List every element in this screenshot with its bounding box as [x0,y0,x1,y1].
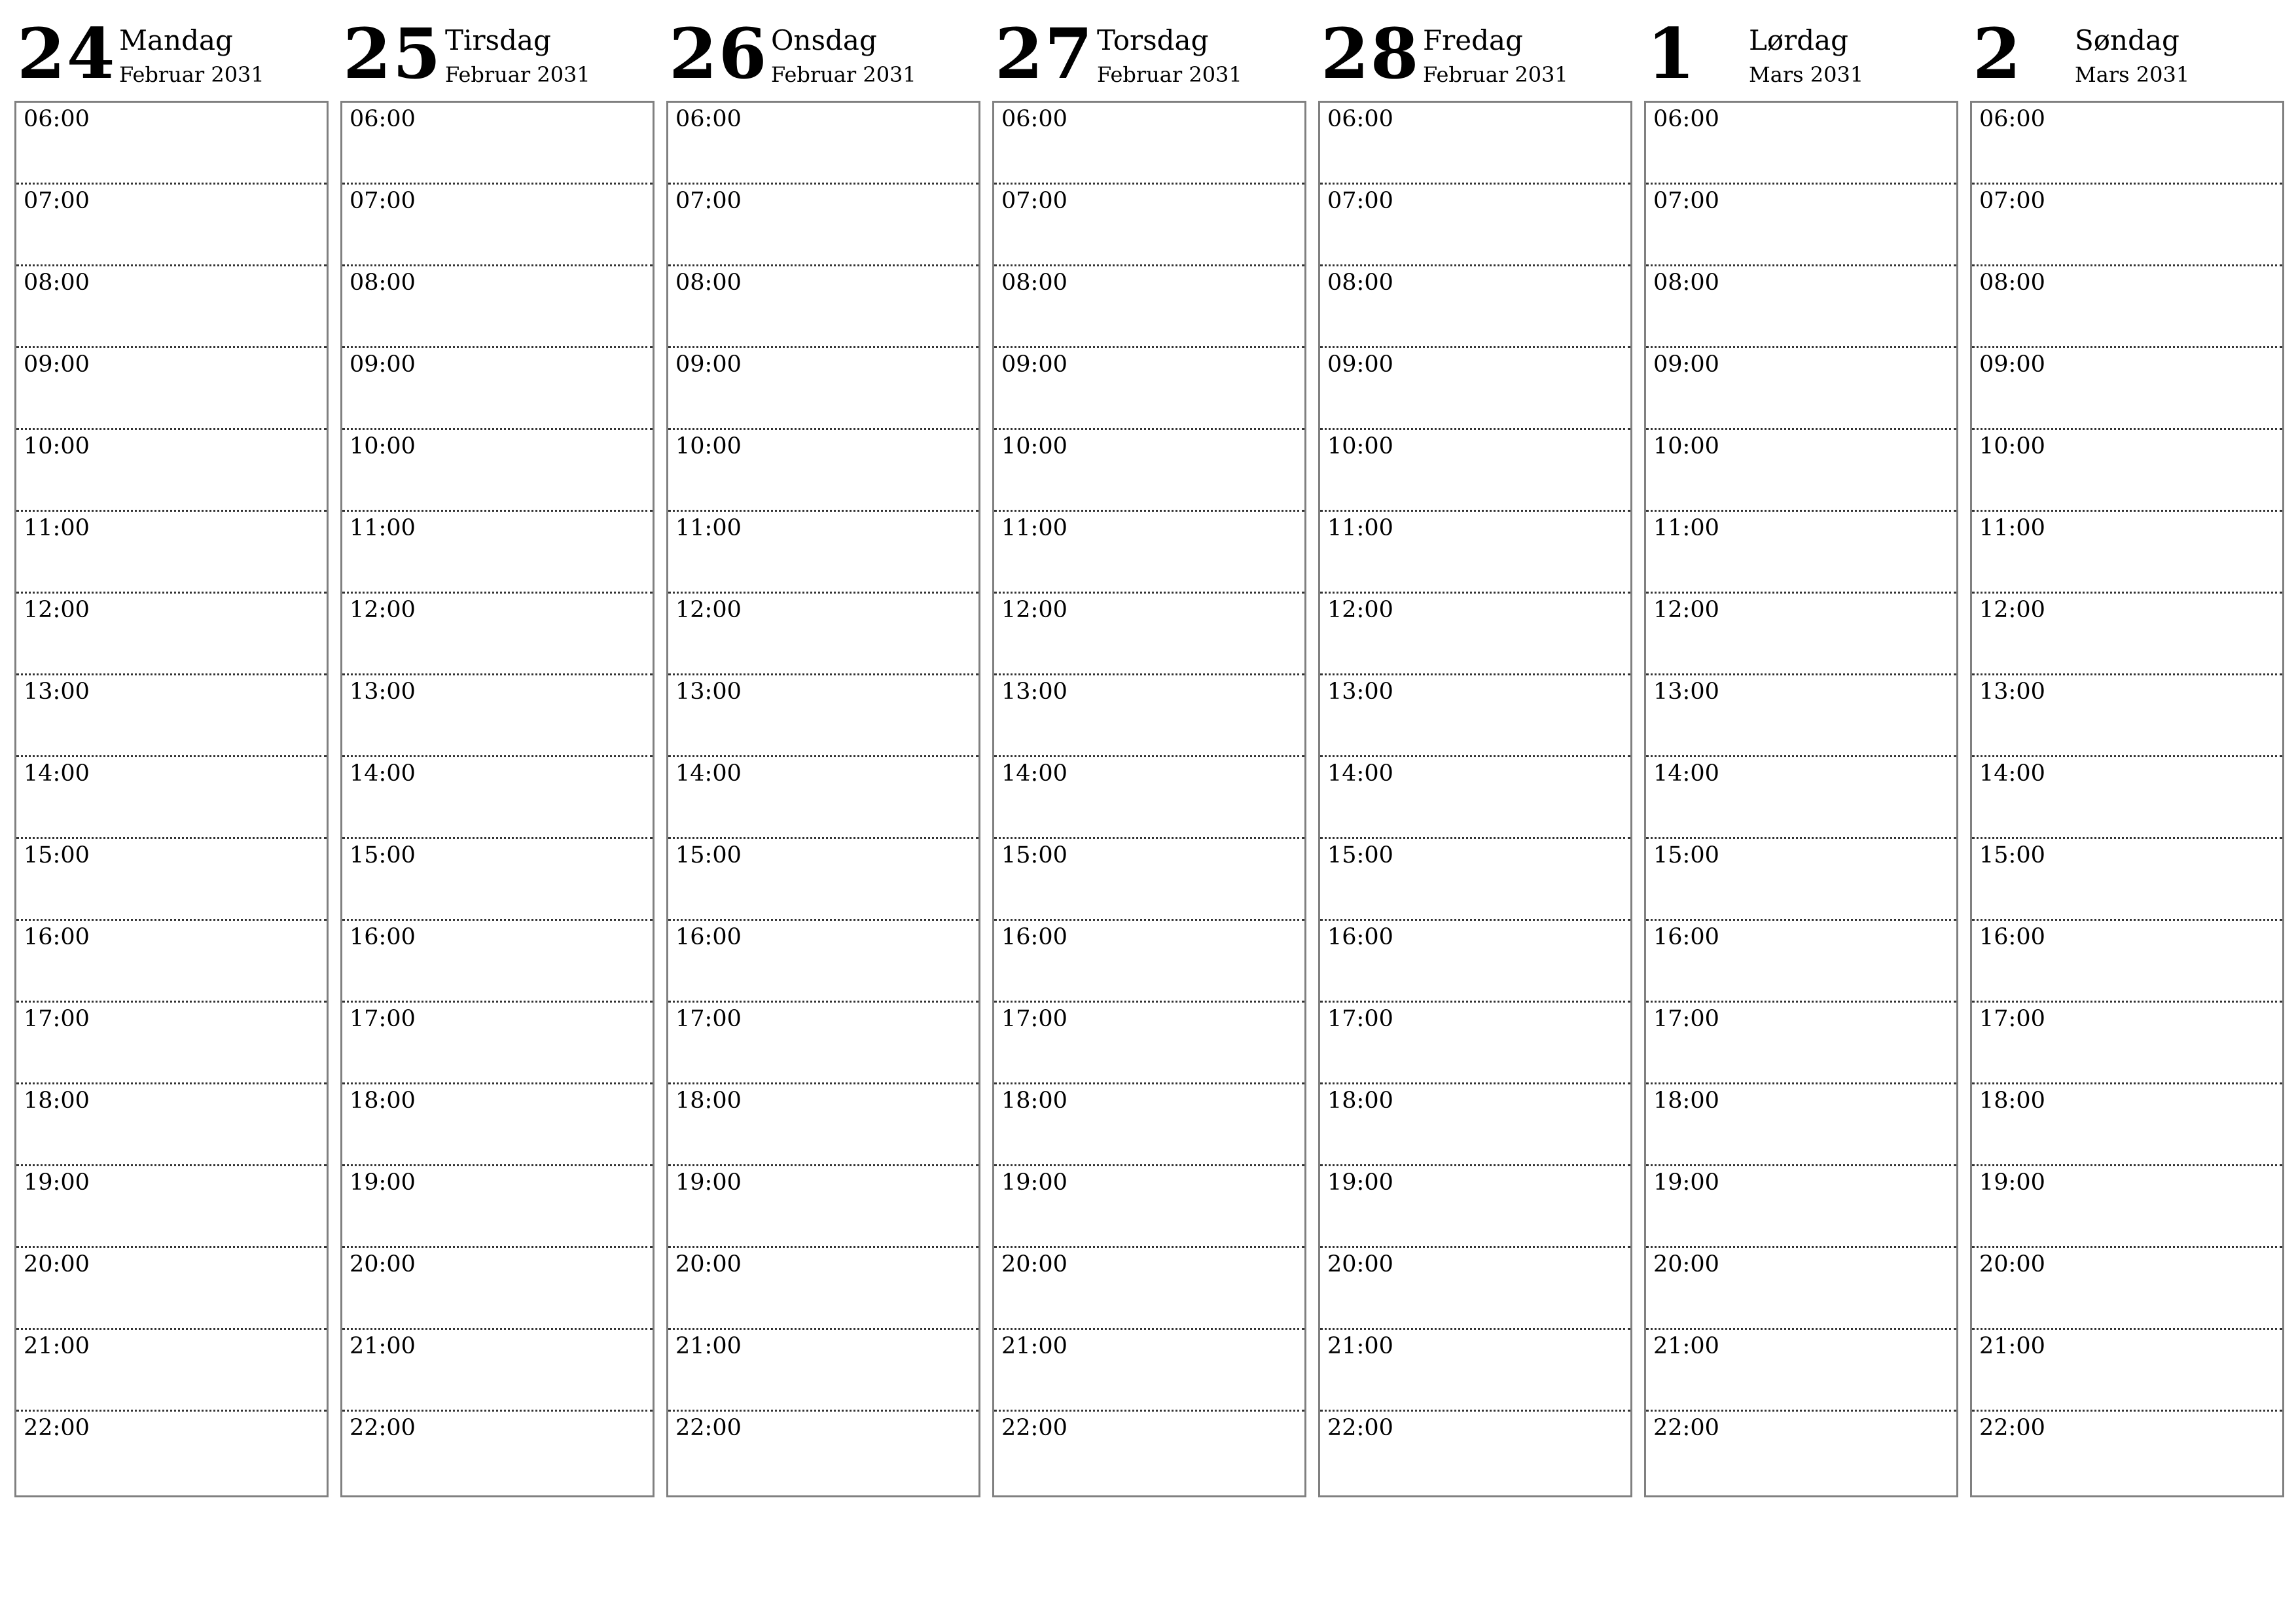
time-slot-label: 06:00 [1979,106,2045,132]
time-slot-label: 11:00 [1327,515,1393,541]
day-name: Fredag [1423,24,1523,56]
time-slot-label: 11:00 [1001,515,1067,541]
time-slot-label: 14:00 [675,760,742,787]
time-slot [1320,594,1630,675]
time-slot-label: 17:00 [1979,1006,2045,1032]
time-slot-label: 20:00 [1001,1251,1067,1277]
time-slot-label: 12:00 [1653,597,1719,623]
time-slot [994,1412,1304,1493]
time-slot [1320,430,1630,512]
time-slot [994,1084,1304,1166]
day-name: Lørdag [1749,24,1849,56]
time-slot [1646,103,1956,185]
time-slot [1972,103,2282,185]
time-slot-label: 14:00 [24,760,90,787]
time-slot [994,594,1304,675]
time-slot-label: 15:00 [1001,842,1067,868]
time-slot-label: 10:00 [1001,433,1067,459]
day-month-year: Februar 2031 [771,62,916,87]
time-slot [668,1003,978,1084]
time-slot [668,430,978,512]
time-slot-label: 11:00 [24,515,90,541]
time-slot-label: 14:00 [350,760,416,787]
time-slot [1320,348,1630,430]
time-slot [342,430,653,512]
time-slot-label: 21:00 [1979,1333,2045,1359]
time-slot [668,1330,978,1412]
day-month-year: Februar 2031 [1423,62,1568,87]
day-name: Torsdag [1097,24,1209,56]
time-slot-label: 21:00 [1653,1333,1719,1359]
time-slot-label: 14:00 [1979,760,2045,787]
day-number: 26 [669,12,768,94]
time-slot-label: 13:00 [675,679,742,705]
time-slot [668,348,978,430]
time-slot-label: 15:00 [1979,842,2045,868]
day-header [14,0,327,98]
time-slot-label: 07:00 [350,188,416,214]
time-slot [16,1166,327,1248]
time-slot [994,839,1304,921]
time-slot-label: 19:00 [1001,1169,1067,1196]
time-slot-label: 19:00 [675,1169,742,1196]
time-slot [16,1084,327,1166]
time-slot [1320,1248,1630,1330]
time-slot [16,348,327,430]
time-slot [342,185,653,266]
time-slot [342,921,653,1003]
time-slot [668,266,978,348]
day-number: 25 [343,12,442,94]
time-slot [1646,512,1956,594]
time-slot [668,921,978,1003]
day-schedule-box [666,101,980,1497]
time-slot [16,1330,327,1412]
time-slot [668,675,978,757]
time-slot [16,512,327,594]
time-slot-label: 09:00 [1001,351,1067,378]
time-slot-label: 07:00 [1001,188,1067,214]
time-slot-label: 15:00 [1653,842,1719,868]
time-slot-label: 22:00 [1979,1415,2045,1441]
time-slot [1646,1330,1956,1412]
time-slot [1972,185,2282,266]
time-slot [342,266,653,348]
time-slot-label: 11:00 [350,515,416,541]
time-slot [1972,921,2282,1003]
time-slot-label: 10:00 [675,433,742,459]
time-slot [1320,1330,1630,1412]
time-slot [1646,185,1956,266]
time-slot [1646,348,1956,430]
time-slot-label: 16:00 [1001,924,1067,950]
time-slot-label: 20:00 [1653,1251,1719,1277]
time-slot [1972,1003,2282,1084]
time-slot-label: 08:00 [24,270,90,296]
time-slot-label: 12:00 [1979,597,2045,623]
time-slot [16,1412,327,1493]
time-slot-label: 21:00 [675,1333,742,1359]
time-slot [1972,266,2282,348]
time-slot [1320,921,1630,1003]
day-month-year: Mars 2031 [2075,62,2190,87]
time-slot-label: 17:00 [1327,1006,1393,1032]
time-slot-label: 18:00 [24,1088,90,1114]
time-slot [342,1330,653,1412]
time-slot [16,675,327,757]
time-slot [1320,1084,1630,1166]
time-slot [16,839,327,921]
time-slot [994,1330,1304,1412]
time-slot-label: 16:00 [1653,924,1719,950]
time-slot [668,1248,978,1330]
time-slot-label: 13:00 [24,679,90,705]
time-slot-label: 11:00 [1653,515,1719,541]
time-slot-label: 06:00 [24,106,90,132]
time-slot [342,675,653,757]
day-month-year: Februar 2031 [445,62,590,87]
time-slot [994,1248,1304,1330]
time-slot-label: 16:00 [1979,924,2045,950]
time-slot [16,921,327,1003]
time-slot [16,1003,327,1084]
time-slot [668,103,978,185]
time-slot [1972,1330,2282,1412]
time-slot-label: 19:00 [350,1169,416,1196]
time-slot [1972,1248,2282,1330]
time-slot [1646,675,1956,757]
time-slot [342,1084,653,1166]
time-slot [994,921,1304,1003]
time-slot [1646,1166,1956,1248]
time-slot-label: 16:00 [350,924,416,950]
time-slot [1320,757,1630,839]
time-slot-label: 17:00 [1001,1006,1067,1032]
time-slot-label: 20:00 [675,1251,742,1277]
time-slot-label: 22:00 [350,1415,416,1441]
time-slot-label: 13:00 [1653,679,1719,705]
time-slot-label: 12:00 [675,597,742,623]
day-schedule-box [1970,101,2284,1497]
time-slot-label: 13:00 [350,679,416,705]
time-slot [1972,430,2282,512]
time-slot-label: 15:00 [350,842,416,868]
time-slot [1646,266,1956,348]
time-slot-label: 11:00 [1979,515,2045,541]
time-slot [994,1003,1304,1084]
day-number: 24 [17,12,117,94]
time-slot [1646,1084,1956,1166]
time-slot-label: 12:00 [1327,597,1393,623]
time-slot-label: 15:00 [675,842,742,868]
time-slot-label: 07:00 [1653,188,1719,214]
time-slot-label: 22:00 [1001,1415,1067,1441]
time-slot-label: 16:00 [1327,924,1393,950]
day-schedule-box [992,101,1306,1497]
time-slot-label: 18:00 [350,1088,416,1114]
time-slot [994,430,1304,512]
time-slot-label: 18:00 [675,1088,742,1114]
day-number: 27 [995,12,1094,94]
day-name: Tirsdag [445,24,551,56]
time-slot [342,1003,653,1084]
time-slot-label: 15:00 [1327,842,1393,868]
time-slot [16,266,327,348]
time-slot-label: 13:00 [1001,679,1067,705]
time-slot-label: 12:00 [350,597,416,623]
time-slot-label: 21:00 [350,1333,416,1359]
time-slot [1320,512,1630,594]
time-slot [1972,512,2282,594]
day-number: 28 [1321,12,1420,94]
day-number: 1 [1647,12,1696,94]
time-slot [1320,839,1630,921]
time-slot [1646,1003,1956,1084]
time-slot-label: 06:00 [675,106,742,132]
time-slot [16,757,327,839]
time-slot-label: 21:00 [1001,1333,1067,1359]
time-slot [16,430,327,512]
time-slot-label: 06:00 [1327,106,1393,132]
time-slot [994,1166,1304,1248]
time-slot-label: 20:00 [1979,1251,2045,1277]
day-header [992,0,1305,98]
day-number: 2 [1973,12,2022,94]
time-slot [668,1412,978,1493]
time-slot [1646,921,1956,1003]
time-slot [1972,675,2282,757]
time-slot [1646,430,1956,512]
time-slot [342,1412,653,1493]
time-slot-label: 18:00 [1327,1088,1393,1114]
time-slot [1972,1084,2282,1166]
time-slot [1320,675,1630,757]
time-slot [1972,594,2282,675]
time-slot [1320,1412,1630,1493]
time-slot-label: 06:00 [1653,106,1719,132]
time-slot-label: 08:00 [1979,270,2045,296]
time-slot-label: 06:00 [1001,106,1067,132]
time-slot-label: 14:00 [1001,760,1067,787]
time-slot-label: 22:00 [1653,1415,1719,1441]
time-slot-label: 19:00 [24,1169,90,1196]
time-slot [1646,594,1956,675]
time-slot [994,675,1304,757]
time-slot-label: 19:00 [1653,1169,1719,1196]
time-slot-label: 13:00 [1979,679,2045,705]
time-slot [668,839,978,921]
time-slot [342,348,653,430]
time-slot-label: 08:00 [675,270,742,296]
time-slot-label: 08:00 [1327,270,1393,296]
time-slot-label: 19:00 [1327,1169,1393,1196]
day-header [1644,0,1957,98]
time-slot-label: 16:00 [24,924,90,950]
time-slot [342,1166,653,1248]
day-month-year: Mars 2031 [1749,62,1864,87]
time-slot-label: 21:00 [1327,1333,1393,1359]
time-slot [994,185,1304,266]
time-slot [1320,103,1630,185]
time-slot-label: 20:00 [24,1251,90,1277]
time-slot [994,512,1304,594]
time-slot-label: 07:00 [24,188,90,214]
time-slot-label: 22:00 [24,1415,90,1441]
time-slot [994,757,1304,839]
day-schedule-box [1644,101,1958,1497]
time-slot [668,185,978,266]
time-slot [1320,185,1630,266]
time-slot-label: 18:00 [1001,1088,1067,1114]
time-slot [1646,1248,1956,1330]
time-slot-label: 08:00 [1001,270,1067,296]
time-slot [16,594,327,675]
time-slot-label: 09:00 [1653,351,1719,378]
time-slot-label: 09:00 [1327,351,1393,378]
time-slot [342,594,653,675]
time-slot-label: 21:00 [24,1333,90,1359]
time-slot-label: 08:00 [350,270,416,296]
time-slot [342,103,653,185]
time-slot-label: 22:00 [1327,1415,1393,1441]
time-slot [994,103,1304,185]
day-schedule-box [340,101,655,1497]
time-slot [1646,757,1956,839]
time-slot-label: 17:00 [675,1006,742,1032]
time-slot-label: 13:00 [1327,679,1393,705]
time-slot [16,185,327,266]
time-slot [1320,1166,1630,1248]
time-slot [668,1084,978,1166]
time-slot-label: 09:00 [24,351,90,378]
time-slot-label: 09:00 [675,351,742,378]
time-slot-label: 10:00 [350,433,416,459]
time-slot [1320,266,1630,348]
time-slot [1646,1412,1956,1493]
time-slot [994,348,1304,430]
time-slot-label: 10:00 [1327,433,1393,459]
time-slot-label: 19:00 [1979,1169,2045,1196]
time-slot [1972,757,2282,839]
day-header [340,0,653,98]
time-slot-label: 14:00 [1327,760,1393,787]
time-slot-label: 06:00 [350,106,416,132]
time-slot [16,103,327,185]
time-slot-label: 18:00 [1653,1088,1719,1114]
time-slot [668,594,978,675]
time-slot [342,512,653,594]
day-header [666,0,979,98]
time-slot-label: 07:00 [1979,188,2045,214]
time-slot-label: 15:00 [24,842,90,868]
time-slot-label: 10:00 [24,433,90,459]
time-slot-label: 08:00 [1653,270,1719,296]
time-slot [994,266,1304,348]
day-month-year: Februar 2031 [119,62,264,87]
time-slot-label: 22:00 [675,1415,742,1441]
day-schedule-box [14,101,329,1497]
time-slot [16,1248,327,1330]
time-slot [342,757,653,839]
day-header [1970,0,2283,98]
time-slot [1646,839,1956,921]
day-name: Mandag [119,24,233,56]
time-slot [1972,1166,2282,1248]
time-slot [1320,1003,1630,1084]
time-slot-label: 10:00 [1979,433,2045,459]
time-slot [1972,1412,2282,1493]
time-slot [342,839,653,921]
time-slot [668,1166,978,1248]
time-slot-label: 17:00 [350,1006,416,1032]
time-slot [668,512,978,594]
time-slot-label: 09:00 [1979,351,2045,378]
time-slot [1972,348,2282,430]
time-slot-label: 20:00 [350,1251,416,1277]
time-slot-label: 12:00 [24,597,90,623]
time-slot-label: 07:00 [675,188,742,214]
time-slot [668,757,978,839]
time-slot [342,1248,653,1330]
day-header [1318,0,1631,98]
day-month-year: Februar 2031 [1097,62,1242,87]
time-slot-label: 14:00 [1653,760,1719,787]
time-slot-label: 20:00 [1327,1251,1393,1277]
time-slot-label: 17:00 [24,1006,90,1032]
time-slot-label: 07:00 [1327,188,1393,214]
time-slot-label: 12:00 [1001,597,1067,623]
time-slot-label: 16:00 [675,924,742,950]
time-slot-label: 09:00 [350,351,416,378]
day-schedule-box [1318,101,1632,1497]
time-slot-label: 17:00 [1653,1006,1719,1032]
day-name: Onsdag [771,24,877,56]
time-slot-label: 10:00 [1653,433,1719,459]
time-slot-label: 18:00 [1979,1088,2045,1114]
time-slot [1972,839,2282,921]
time-slot-label: 11:00 [675,515,742,541]
day-name: Søndag [2075,24,2179,56]
